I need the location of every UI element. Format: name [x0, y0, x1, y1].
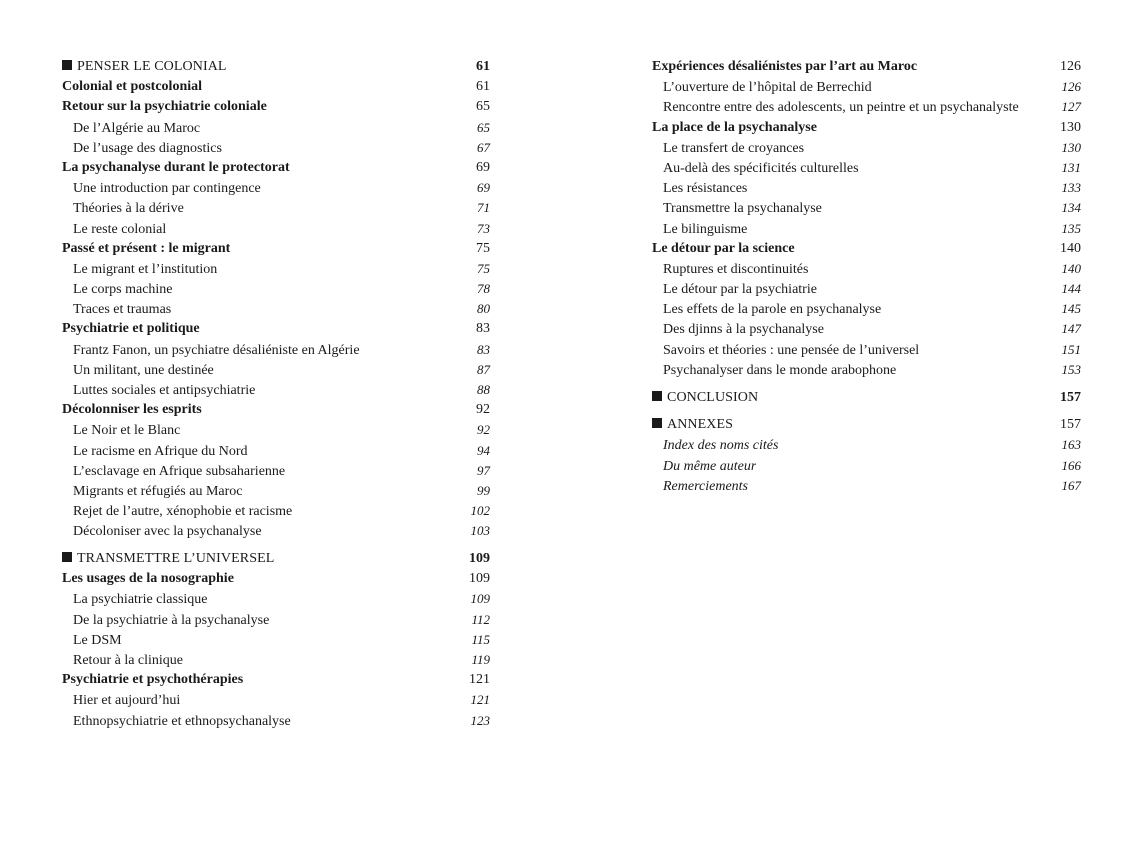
toc-page-number: 75	[477, 260, 490, 276]
toc-entry-title: Retour sur la psychiatrie coloniale	[62, 99, 267, 115]
toc-entry-title: Le détour par la science	[652, 240, 795, 256]
toc-page-number: 78	[477, 281, 490, 297]
toc-page-number: 126	[1060, 59, 1081, 74]
toc-chapter-entry[interactable]	[62, 97, 490, 117]
toc-section-entry[interactable]	[652, 299, 1081, 319]
toc-page-number: 109	[470, 591, 490, 607]
toc-entry-title: Théories à la dérive	[73, 201, 184, 217]
toc-chapter-entry[interactable]	[62, 77, 490, 97]
toc-part-title: CONCLUSION	[667, 389, 759, 405]
toc-section-entry[interactable]	[62, 340, 490, 360]
toc-part-entry[interactable]	[652, 388, 1081, 408]
toc-entry-title	[652, 415, 733, 435]
toc-entry-title: La place de la psychanalyse	[652, 119, 817, 135]
toc-page-number: 157	[1060, 389, 1081, 405]
toc-page-number: 69	[477, 180, 490, 196]
toc-page-number: 69	[476, 159, 490, 175]
toc-page-number: 130	[1060, 119, 1081, 135]
toc-part-entry[interactable]	[62, 549, 490, 569]
toc-page-number: 121	[469, 672, 490, 688]
toc-chapter-entry[interactable]	[652, 57, 1081, 77]
toc-section-entry[interactable]	[62, 178, 490, 198]
toc-column-right	[652, 57, 1081, 496]
toc-entry-title: Colonial et postcolonial	[62, 79, 203, 95]
toc-entry-title: Rejet de l’autre, xénophobie et racisme	[73, 504, 293, 520]
toc-entry-title: Les résistances	[663, 181, 748, 197]
toc-section-entry[interactable]	[62, 380, 490, 400]
toc-chapter-entry[interactable]	[62, 319, 490, 339]
toc-section-entry[interactable]	[652, 198, 1081, 218]
toc-entry-title: La psychiatrie classique	[73, 592, 208, 608]
toc-page-number: 153	[1061, 361, 1081, 377]
toc-entry-title: De la psychiatrie à la psychanalyse	[73, 612, 270, 628]
toc-page-number: 140	[1061, 260, 1081, 276]
toc-page-number: 133	[1061, 180, 1081, 196]
toc-entry-title: L’esclavage en Afrique subsaharienne	[73, 463, 286, 479]
toc-entry-title: Le racisme en Afrique du Nord	[73, 443, 248, 459]
toc-page-number: 67	[477, 139, 490, 155]
toc-page-number: 123	[470, 712, 490, 728]
toc-page-number: 65	[476, 99, 490, 115]
toc-page-number: 121	[470, 692, 490, 708]
toc-chapter-entry[interactable]	[62, 158, 490, 178]
toc-section-entry[interactable]	[62, 481, 490, 501]
toc-entry-title: Psychiatrie et psychothérapies	[62, 672, 244, 688]
toc-chapter-entry[interactable]	[62, 569, 490, 589]
toc-chapter-entry[interactable]	[62, 400, 490, 420]
toc-column-left	[62, 57, 490, 731]
toc-page-number: 144	[1061, 281, 1081, 297]
toc-page-number: 109	[469, 571, 490, 587]
toc-section-entry[interactable]	[652, 219, 1081, 239]
toc-part-title: ANNEXES	[667, 417, 734, 433]
toc-section-entry[interactable]	[62, 259, 490, 279]
toc-section-entry[interactable]	[62, 589, 490, 609]
toc-entry-title: Traces et traumas	[73, 302, 172, 318]
toc-page-number: 126	[1061, 79, 1081, 95]
toc-page-number: 145	[1061, 301, 1081, 317]
toc-page-number: 163	[1061, 437, 1081, 453]
toc-entry-title: Un militant, une destinée	[73, 362, 214, 378]
toc-part-title: PENSER LE COLONIAL	[77, 59, 227, 74]
toc-chapter-entry[interactable]	[62, 239, 490, 259]
toc-entry-title	[62, 549, 274, 569]
toc-page-number: 140	[1060, 240, 1081, 256]
toc-page-number: 167	[1061, 477, 1081, 493]
toc-section-entry[interactable]	[62, 461, 490, 481]
toc-entry-title: Index des noms cités	[663, 438, 779, 454]
toc-page-number: 61	[476, 59, 490, 74]
toc-page-number: 103	[470, 523, 490, 539]
toc-section-entry[interactable]	[62, 650, 490, 670]
toc-entry-title: Le détour par la psychiatrie	[663, 282, 817, 298]
toc-section-entry[interactable]	[62, 299, 490, 319]
toc-entry-title: Savoirs et théories : une pensée de l’universel	[663, 342, 920, 358]
toc-section-entry[interactable]	[652, 178, 1081, 198]
toc-entry-title: Remerciements	[663, 478, 748, 494]
toc-page-number: 112	[471, 611, 490, 627]
toc-section-entry[interactable]	[62, 219, 490, 239]
toc-page-number: 97	[477, 462, 490, 478]
toc-entry-title: La psychanalyse durant le protectorat	[62, 159, 290, 175]
toc-page-number: 147	[1061, 321, 1081, 337]
toc-entry-title: De l’usage des diagnostics	[73, 140, 222, 156]
toc-chapter-entry[interactable]	[652, 239, 1081, 259]
toc-section-entry[interactable]	[652, 340, 1081, 360]
toc-page-number: 115	[471, 631, 490, 647]
toc-entry-title: Passé et présent : le migrant	[62, 240, 231, 256]
toc-entry-title: Hier et aujourd’hui	[73, 693, 181, 709]
toc-section-entry[interactable]	[652, 97, 1081, 117]
toc-entry-title: Décoloniser avec la psychanalyse	[73, 524, 262, 540]
toc-section-entry[interactable]	[62, 198, 490, 218]
toc-page-number: 88	[477, 382, 490, 397]
toc-page-number: 83	[477, 341, 490, 357]
toc-page-number: 73	[477, 220, 490, 236]
toc-section-entry[interactable]	[62, 441, 490, 461]
toc-page-number: 134	[1061, 200, 1081, 216]
black-square-icon	[652, 418, 662, 428]
toc-section-entry[interactable]	[62, 360, 490, 380]
toc-entry-title	[62, 57, 227, 77]
toc-entry-title: Des djinns à la psychanalyse	[663, 322, 824, 338]
toc-entry-title: Migrants et réfugiés au Maroc	[73, 483, 243, 499]
toc-page-number: 80	[477, 301, 490, 317]
toc-section-entry[interactable]	[62, 118, 490, 138]
toc-entry-title: L’ouverture de l’hôpital de Berrechid	[663, 80, 872, 96]
toc-section-entry[interactable]	[62, 690, 490, 710]
toc-entry-title: De l’Algérie au Maroc	[73, 120, 201, 136]
toc-section-entry[interactable]	[652, 279, 1081, 299]
toc-entry-title: Le reste colonial	[73, 221, 167, 237]
toc-entry-title: Psychiatrie et politique	[62, 321, 200, 337]
toc-page-number: 87	[477, 361, 490, 377]
toc-entry-title: Le bilinguisme	[663, 221, 748, 237]
toc-page-number: 92	[477, 422, 490, 438]
toc-section-entry[interactable]	[652, 259, 1081, 279]
toc-section-entry[interactable]	[652, 476, 1081, 496]
toc-entry-title: Au-delà des spécificités culturelles	[663, 160, 859, 176]
toc-entry-title: Le DSM	[73, 632, 122, 648]
toc-entry-title: Le transfert de croyances	[663, 140, 805, 156]
toc-page-number: 94	[477, 442, 490, 458]
toc-entry-title: Le migrant et l’institution	[73, 261, 218, 277]
toc-page-number: 131	[1061, 159, 1081, 175]
toc-page-number: 151	[1061, 341, 1081, 357]
toc-page-number: 75	[476, 240, 490, 256]
toc-entry-title: Ethnopsychiatrie et ethnopsychanalyse	[73, 713, 291, 729]
toc-entry-title: Les effets de la parole en psychanalyse	[663, 302, 882, 318]
toc-entry-title: Une introduction par contingence	[73, 181, 261, 197]
toc-entry-title: Transmettre la psychanalyse	[663, 201, 822, 217]
toc-section-entry[interactable]	[652, 77, 1081, 97]
black-square-icon	[62, 552, 72, 562]
toc-entry-title: Décolonniser les esprits	[62, 402, 202, 418]
toc-entry-title: Le corps machine	[73, 282, 173, 298]
toc-entry-title: Le Noir et le Blanc	[73, 423, 181, 439]
toc-chapter-entry[interactable]	[652, 118, 1081, 138]
toc-page-number: 119	[471, 651, 490, 667]
toc-entry-title: Retour à la clinique	[73, 652, 184, 668]
toc-entry-title: Les usages de la nosographie	[62, 571, 234, 587]
toc-page-number: 130	[1061, 139, 1081, 155]
toc-section-entry[interactable]	[62, 610, 490, 630]
toc-section-entry[interactable]	[62, 279, 490, 299]
toc-section-entry[interactable]	[62, 420, 490, 440]
toc-page-number: 65	[477, 119, 490, 135]
black-square-icon	[62, 60, 72, 70]
toc-page-number: 127	[1061, 99, 1081, 115]
toc-page-number: 71	[477, 200, 490, 216]
toc-section-entry[interactable]	[652, 319, 1081, 339]
toc-page-number: 61	[476, 79, 490, 95]
toc-page-number: 102	[470, 503, 490, 519]
toc-section-entry[interactable]	[652, 456, 1081, 476]
toc-entry-title: Du même auteur	[663, 458, 757, 474]
toc-page-number: 166	[1061, 457, 1081, 473]
toc-page-number: 83	[476, 321, 490, 337]
toc-section-entry[interactable]	[62, 630, 490, 650]
toc-section-entry[interactable]	[62, 521, 490, 541]
toc-page-number: 109	[469, 551, 490, 566]
toc-entry-title: Expériences désaliénistes par l’art au Maroc	[652, 59, 918, 74]
toc-part-entry[interactable]	[62, 57, 490, 77]
toc-page-number: 135	[1061, 220, 1081, 236]
toc-page-number: 92	[476, 402, 490, 418]
toc-entry-title: Rencontre entre des adolescents, un peintre et un psychanalyste	[663, 100, 1019, 116]
toc-entry-title: Luttes sociales et antipsychiatrie	[73, 383, 256, 398]
toc-section-entry[interactable]	[652, 138, 1081, 158]
toc-section-entry[interactable]	[62, 501, 490, 521]
toc-entry-title: Frantz Fanon, un psychiatre désaliéniste en Algérie	[73, 342, 360, 358]
toc-entry-title: Psychanalyser dans le monde arabophone	[663, 362, 897, 378]
toc-entry-title: Ruptures et discontinuités	[663, 261, 809, 277]
toc-chapter-entry[interactable]	[62, 670, 490, 690]
toc-section-entry[interactable]	[62, 711, 490, 731]
toc-page-number: 157	[1060, 417, 1081, 433]
toc-part-title: TRANSMETTRE L’UNIVERSEL	[77, 551, 275, 566]
toc-section-entry[interactable]	[652, 360, 1081, 380]
black-square-icon	[652, 391, 662, 401]
toc-entry-title	[652, 388, 758, 408]
toc-part-entry[interactable]	[652, 415, 1081, 435]
toc-page-number: 99	[477, 482, 490, 498]
toc-section-entry[interactable]	[62, 138, 490, 158]
toc-section-entry[interactable]	[652, 158, 1081, 178]
toc-section-entry[interactable]	[652, 435, 1081, 455]
